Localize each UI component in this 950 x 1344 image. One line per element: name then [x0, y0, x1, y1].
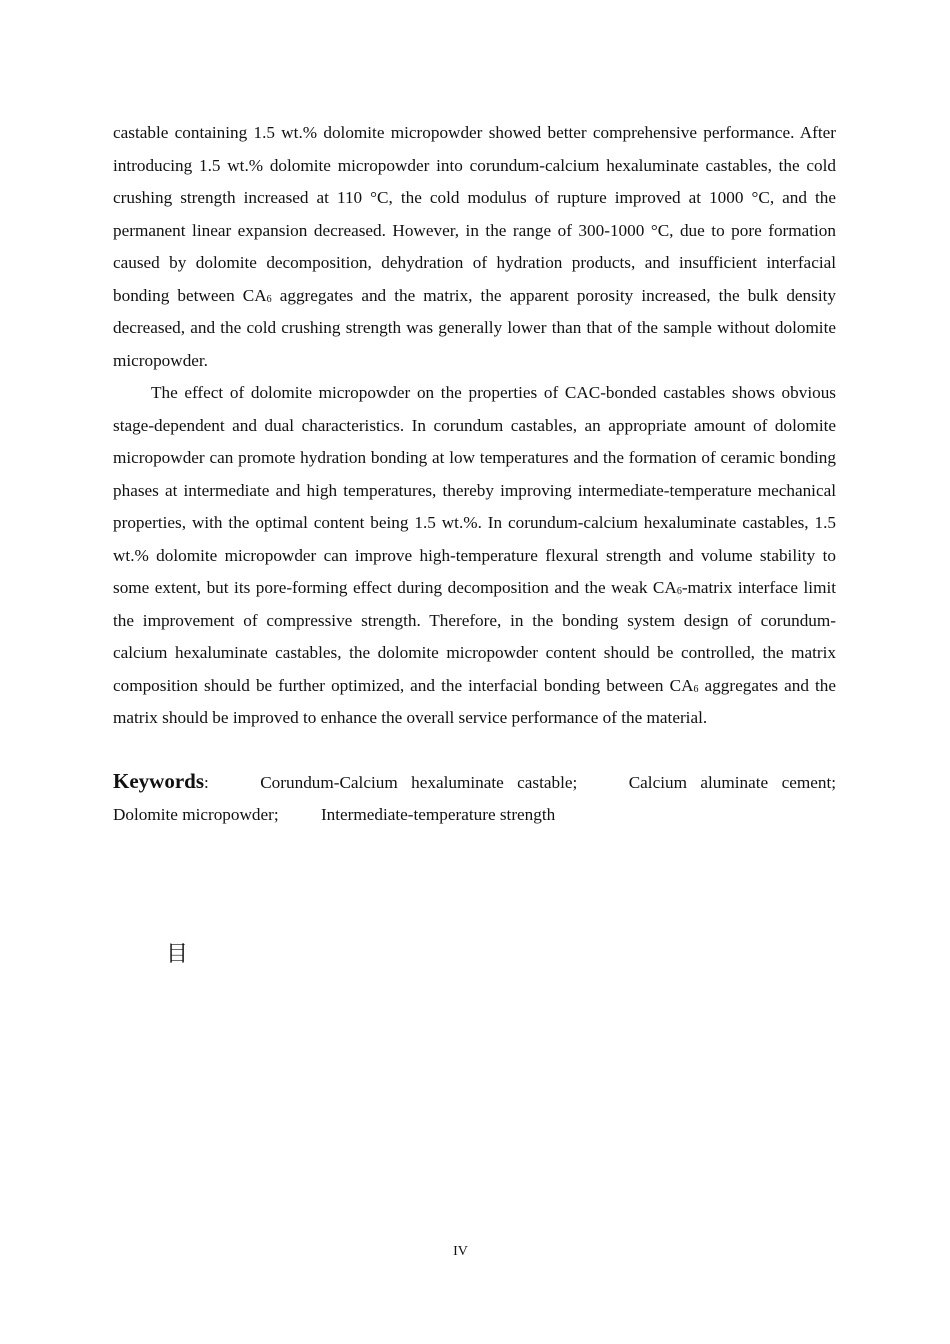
keywords-label: Keywords [113, 768, 204, 793]
paragraph-text: -matrix interface limit the improvement of compressive strength. Therefore, in the bonding system design of corundum-calcium hexaluminate castables, the dolomite micropowder content should be controlled, the matrix composition should be further optimized, and the interfacial bonding between CA [113, 578, 836, 695]
subscript: 6 [693, 683, 699, 695]
toc-heading: 目 [166, 942, 189, 967]
subscript: 6 [266, 293, 272, 305]
paragraph-text: aggregates and the matrix, the apparent porosity increased, the bulk density decreased, and the cold crushing strength was generally lower than that of the sample without dolomite micropowder. [113, 285, 836, 370]
paragraph-text: castable containing 1.5 wt.% dolomite micropowder showed better comprehensive performance. After introducing 1.5 wt.% dolomite micropowder into corundum-calcium hexaluminate castables, the cold crushing strength increased at 110 °C, the cold modulus of rupture improved at 1000 °C, and the permanent linear expansion decreased. However, in the range of 300-1000 °C, due to pore formation caused by dolomite decomposition, dehydration of hydration products, and insufficient interfacial bonding between CA [113, 123, 836, 305]
abstract-paragraph-2 [113, 377, 836, 735]
keyword-item: Corundum-Calcium hexaluminate castable; [260, 772, 578, 792]
page-body [113, 117, 836, 832]
keyword-item: Intermediate-temperature strength [320, 805, 556, 824]
abstract-paragraph-1 [113, 117, 836, 377]
keyword-item: Calcium aluminate cement; [628, 772, 836, 792]
subscript: 6 [676, 586, 682, 597]
keyword-item: Dolomite micropowder; [113, 805, 279, 824]
keywords-block [113, 765, 836, 832]
paragraph-text: aggregates and the matrix should be improved to enhance the overall service performance of the material. [113, 675, 836, 727]
keywords-colon: : [204, 772, 209, 792]
paragraph-text: The effect of dolomite micropowder on the properties of CAC-bonded castables shows obvious stage-dependent and dual characteristics. In corundum castables, an appropriate amount of dolomite micropowder can promote hydration bonding at low temperatures and the formation of ceramic bonding phases at intermediate and high temperatures, thereby improving intermediate-temperature mechanical properties, with the optimal content being 1.5 wt.%. In corundum-calcium hexaluminate castables, 1.5 wt.% dolomite micropowder can improve high-temperature flexural strength and volume stability to some extent, but its pore-forming effect during decomposition and the weak CA [113, 383, 836, 597]
page-number: IV [453, 1244, 468, 1259]
